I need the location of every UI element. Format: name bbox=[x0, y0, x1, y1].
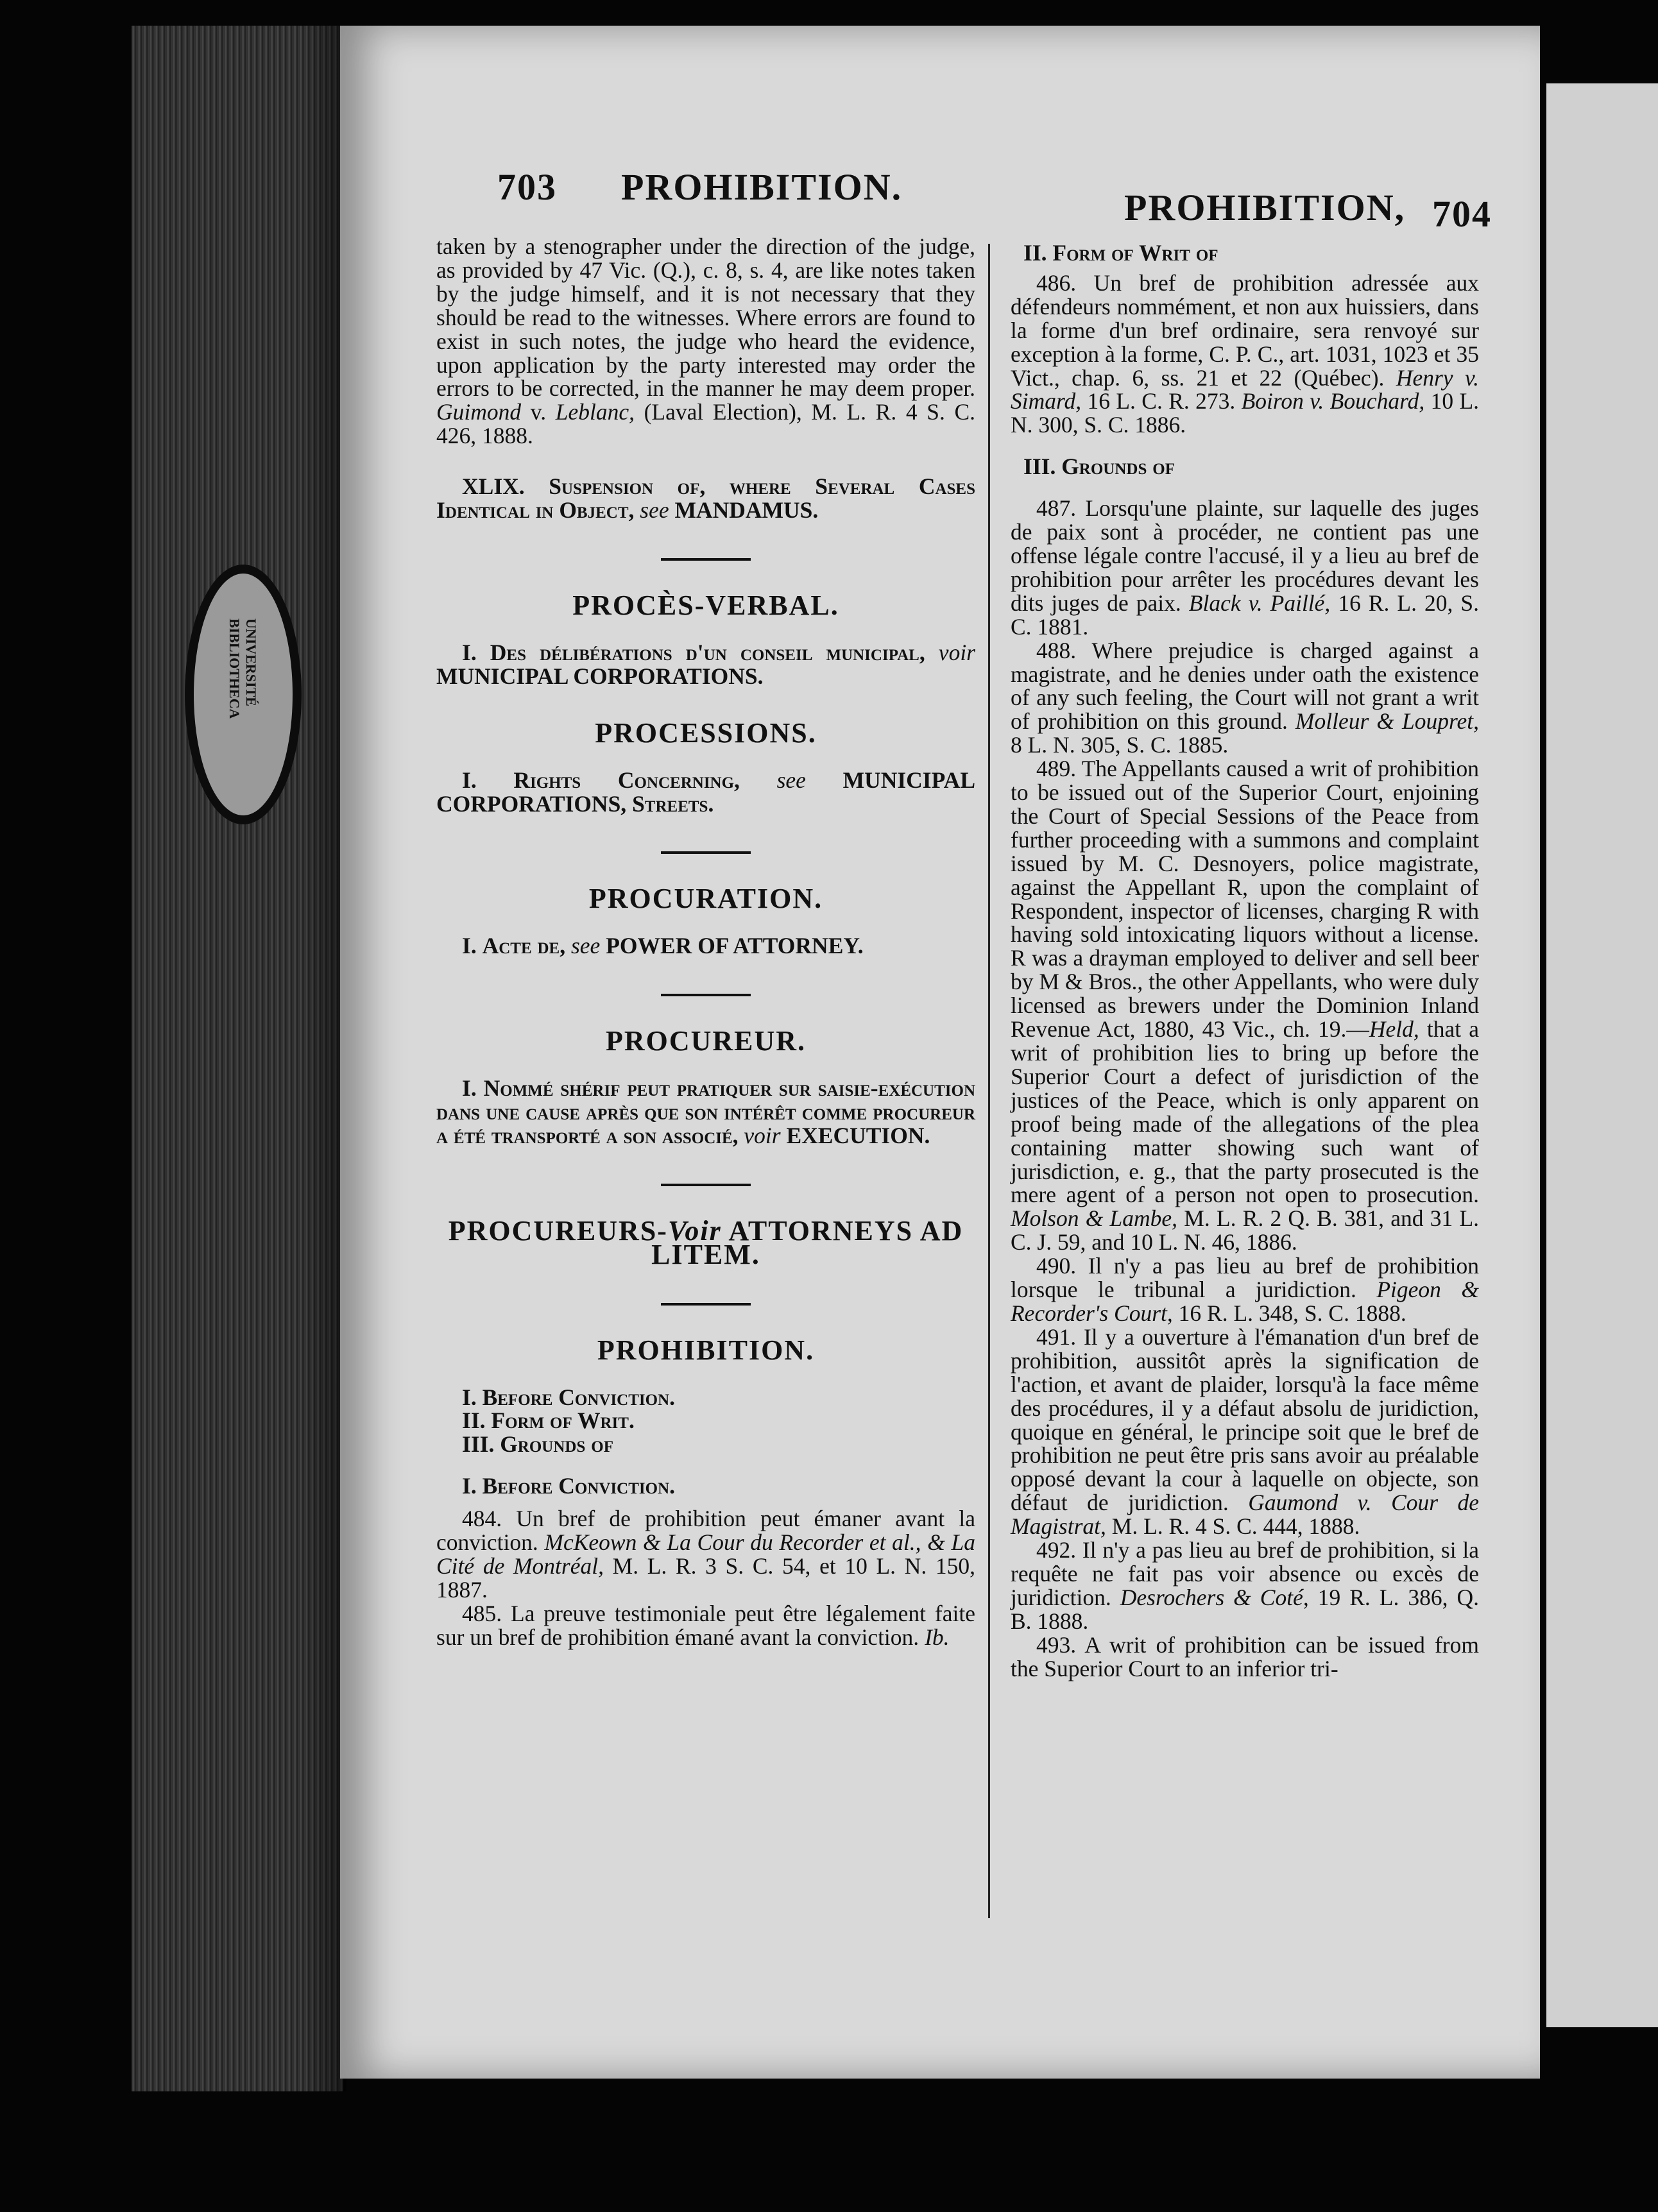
toc-item: III. Grounds of bbox=[462, 1431, 613, 1458]
right-column bbox=[1011, 241, 1479, 1680]
section-heading: III. Grounds of bbox=[1023, 454, 1175, 480]
heading-prohibition: PROHIBITION. bbox=[597, 1334, 815, 1366]
heading-procureur: PROCUREUR. bbox=[605, 1025, 807, 1057]
section-heading: II. Form of Writ of bbox=[1023, 240, 1218, 266]
paragraph-continuation: taken by a stenographer under the direction of the judge, as provided by 47 Vic. (Q.), c. 8, s. 4, are like notes taken by the judge himself, and it is not necessary that they should be read to the witnesses. Where errors are found to exist in such notes, the judge who heard the evidence, upon application by the party interested may order the errors to be corrected, in the manner he may deem proper. Guimond v. Leblanc, (Laval Election), M. L. R. 4 S. C. 426, 1888. bbox=[436, 234, 975, 449]
heading-processions: PROCESSIONS. bbox=[595, 717, 817, 749]
paragraph-488: 488. Where prejudice is charged against a magistrate, and he denies under oath the existence of any such feeling, the Court will not grant a writ of prohibition on this ground. Molleur & Loupret, 8 L. N. 305, S. C. 1885. bbox=[1011, 637, 1479, 758]
paragraph-491: 491. Il y a ouverture à l'émanation d'un bref de prohibition, aussitôt après la signification de l'action, et avant de plaider, lorsqu'à la face même des procédures, il y a défaut absolu de juridiction, quoique en général, le principe soit que le bref de prohibition ne peut être pris sans avoir au préalable opposé devant la cour à laquelle on objecte, son défaut de juridiction. Gaumond v. Cour de Magistrat, M. L. R. 4 S. C. 444, 1888. bbox=[1011, 1323, 1479, 1540]
entry-processions: I. Rights Concerning, see MUNICIPAL CORPORATIONS, Streets. bbox=[436, 767, 975, 817]
heading-procuration: PROCURATION. bbox=[588, 883, 823, 915]
entry-procuration: I. Acte de, see POWER OF ATTORNEY. bbox=[462, 933, 864, 959]
citation: Guimond bbox=[436, 399, 522, 425]
stamp-text: UNIVERSITÉ BIBLIOTHECA bbox=[226, 618, 259, 719]
section-heading: I. Before Conviction. bbox=[462, 1473, 675, 1499]
column-divider bbox=[988, 244, 990, 1918]
section-rule bbox=[661, 558, 751, 561]
facing-page-edge bbox=[1546, 83, 1658, 2027]
paragraph-490: 490. Il n'y a pas lieu au bref de prohibition lorsque le tribunal a juridiction. Pigeon & Recorder's Court, 16 R. L. 348, S. C. 1888. bbox=[1011, 1253, 1479, 1326]
section-rule bbox=[661, 994, 751, 996]
paragraph-492: 492. Il n'y a pas lieu au bref de prohibition, si la requête ne fait pas voir absence ou excès de juridiction. Desrochers & Coté, 19 R. L. 386, Q. B. 1888. bbox=[1011, 1537, 1480, 1634]
paragraph-484: 484. Un bref de prohibition peut émaner avant la conviction. McKeown & La Cour du Recorder et al., & La Cité de Montréal, M. L. R. 3 S. C. 54, et 10 L. N. 150, 1887. bbox=[436, 1506, 975, 1603]
entry-procureur: I. Nommé shérif peut pratiquer sur saisie-exécution dans une cause après que son intérêt comme procureur a été transporté a son associé, voir EXECUTION. bbox=[436, 1075, 976, 1148]
toc-item: II. Form of Writ. bbox=[462, 1408, 635, 1434]
paragraph-485: 485. La preuve testimoniale peut être légalement faite sur un bref de prohibition émané avant la conviction. Ib. bbox=[436, 1600, 975, 1650]
right-page-number: 704 bbox=[1432, 193, 1492, 235]
section-rule bbox=[661, 851, 751, 854]
paragraph-489: 489. The Appellants caused a writ of prohibition to be issued out of the Superior Court, enjoining the Court of Special Sessions of the Peace from further proceeding with a summons and complaint issued by M. C. Desnoyers, police magistrate, against the Appellant R, upon the complaint of Respondent, inspector of licenses, charging R with having sold intoxicating liquors without a license. R was a drayman employed to deliver and sell beer by M & Bros., the other Appellants, who were duly licensed as brewers under the Dominion Inland Revenue Act, 1880, 43 Vic., ch. 19.—Held, that a writ of prohibition lies to bring up before the Superior Court a defect of jurisdiction of the justices of the Peace, which is only apparent on proof being made of the allegations of the plea containing matter showing such want of jurisdiction, e. g., that the party prosecuted is the mere agent of a person not open to prosecution. Molson & Lambe, M. L. R. 2 Q. B. 381, and 31 L. C. J. 59, and 10 L. N. 46, 1886. bbox=[1011, 756, 1480, 1255]
prohibition-contents bbox=[436, 1386, 975, 1457]
paragraph-487: 487. Lorsqu'une plainte, sur laquelle des juges de paix sont à procéder, ne contient pas une offense légale contre l'accusé, il y a lieu au bref de prohibition pour arrêter les procédures devant les dits juges de paix. Black v. Paillé, 16 R. L. 20, S. C. 1881. bbox=[1011, 495, 1479, 640]
citation: Leblanc, bbox=[555, 399, 635, 425]
paragraph-486: 486. Un bref de prohibition adressée aux défendeurs nommément, et non aux huissiers, dans la forme d'un bref ordinaire, sera renvoyé sur exception à la forme, C. P. C., art. 1031, 1023 et 35 Vict., chap. 6, ss. 21 et 22 (Québec). Henry v. Simard, 16 L. C. R. 273. Boiron v. Bouchard, 10 L. N. 300, S. C. 1886. bbox=[1011, 269, 1480, 438]
section-rule bbox=[661, 1184, 751, 1186]
entry-proces-verbal: I. Des délibérations d'un conseil municipal, voir MUNICIPAL CORPORATIONS. bbox=[436, 639, 975, 689]
left-running-title: PROHIBITION. bbox=[621, 166, 903, 208]
left-column bbox=[436, 235, 975, 1649]
right-running-title: PROHIBITION, bbox=[1124, 187, 1406, 228]
heading-proces-verbal: PROCÈS-VERBAL. bbox=[572, 589, 839, 621]
paragraph-493: 493. A writ of prohibition can be issued from the Superior Court to an inferior tri- bbox=[1011, 1631, 1479, 1681]
heading-procureurs: PROCUREURS-Voir ATTORNEYS AD LITEM. bbox=[448, 1214, 964, 1270]
library-stamp bbox=[185, 565, 302, 824]
left-page-number: 703 bbox=[497, 166, 557, 208]
section-rule bbox=[661, 1303, 751, 1306]
entry-xlix: XLIX. Suspension of, where Several Cases Identical in Object, see MANDAMUS. bbox=[436, 473, 975, 523]
toc-item: I. Before Conviction. bbox=[462, 1384, 675, 1410]
